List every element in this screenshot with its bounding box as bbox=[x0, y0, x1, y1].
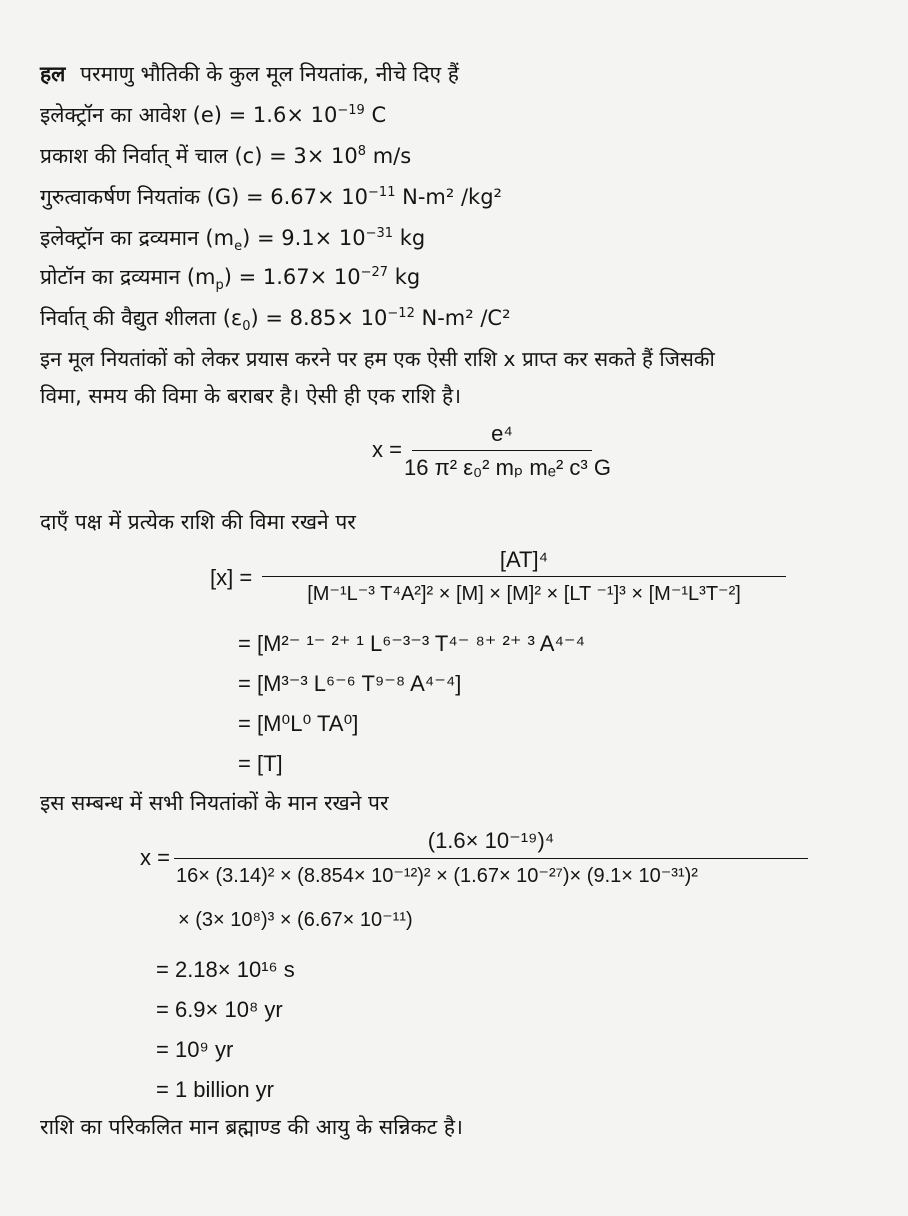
conclusion: राशि का परिकलित मान ब्रह्माण्ड की आयु के सन्निकट है। bbox=[40, 1115, 463, 1139]
eq3-fraction-bar bbox=[174, 858, 808, 859]
eq2-step-4: = [T] bbox=[238, 751, 283, 776]
eq2-lhs: [x] = bbox=[210, 565, 253, 590]
paragraph-3: इस सम्बन्ध में सभी नियतांकों के मान रखने पर bbox=[40, 791, 389, 815]
eq3-numerator: (1.6× 10⁻¹⁹)⁴ bbox=[427, 828, 555, 853]
eq2-step-3: = [M⁰L⁰ TA⁰] bbox=[238, 711, 359, 736]
paragraph-2: दाएँ पक्ष में प्रत्येक राशि की विमा रखने पर bbox=[40, 510, 356, 534]
eq2-denominator: [M⁻¹L⁻³ T⁴A²]² × [M] × [M]² × [LT ⁻¹]³ × [M⁻¹L³T⁻²] bbox=[307, 583, 741, 605]
constant-light-speed: प्रकाश की निर्वात् में चाल $(c) = 3\times 10^8$ m/s bbox=[40, 144, 412, 168]
intro-line bbox=[40, 60, 459, 88]
eq2-fraction-bar bbox=[262, 576, 786, 577]
constant-proton-mass: प्रोटॉन का द्रव्यमान $(m_p) = 1.67\times 10^{-27}$ kg bbox=[40, 265, 421, 293]
constant-electron-charge: इलेक्ट्रॉन का आवेश $(e) = 1.6\times 10^{-19}$ C bbox=[40, 103, 387, 127]
solution-heading: हल bbox=[40, 62, 66, 86]
result-billion-years: = 1 billion yr bbox=[156, 1077, 275, 1102]
constant-permittivity: निर्वात् की वैद्युत शीलता $(\varepsilon_0) = 8.85\times 10^{-12}$ N-m² /C² bbox=[40, 306, 511, 334]
eq3-denominator-line-1: 16× (3.14)² × (8.854× 10⁻¹²)² × (1.67× 10⁻²⁷)× (9.1× 10⁻³¹)² bbox=[176, 865, 698, 887]
eq3-denominator-line-2: × (3× 10⁸)³ × (6.67× 10⁻¹¹) bbox=[178, 909, 413, 931]
eq3-lhs: x = bbox=[140, 845, 170, 870]
paragraph-1-line-2: विमा, समय की विमा के बराबर है। ऐसी ही एक राशि है। bbox=[40, 384, 462, 408]
result-years-rounded: = 10⁹ yr bbox=[156, 1037, 234, 1062]
constant-electron-mass: इलेक्ट्रॉन का द्रव्यमान $(m_e) = 9.1\times 10^{-31}$ kg bbox=[40, 226, 426, 254]
eq1-numerator: e⁴ bbox=[491, 421, 513, 446]
paragraph-1-line-1: इन मूल नियतांकों को लेकर प्रयास करने पर हम एक ऐसी राशि x प्राप्त कर सकते हैं जिसकी bbox=[40, 347, 715, 371]
constant-gravitation: गुरुत्वाकर्षण नियतांक $(G) = 6.67\times 10^{-11}$ N-m² /kg² bbox=[40, 185, 502, 209]
eq2-step-2: = [M³⁻³ L⁶⁻⁶ T⁹⁻⁸ A⁴⁻⁴] bbox=[238, 671, 462, 696]
result-seconds: = 2.18× 10¹⁶ s bbox=[156, 957, 295, 982]
result-years: = 6.9× 10⁸ yr bbox=[156, 997, 283, 1022]
eq1-lhs: x = bbox=[372, 437, 402, 462]
eq1-denominator: 16 π² ε₀² mₚ mₑ² c³ G bbox=[404, 455, 611, 480]
intro-text: परमाणु भौतिकी के कुल मूल नियतांक, नीचे दिए हैं bbox=[80, 62, 459, 86]
eq2-numerator: [AT]⁴ bbox=[499, 547, 549, 572]
eq2-step-1: = [M²⁻ ¹⁻ ²⁺ ¹ L⁶⁻³⁻³ T⁴⁻ ⁸⁺ ²⁺ ³ A⁴⁻⁴ bbox=[238, 631, 585, 656]
eq1-fraction-bar bbox=[412, 450, 592, 451]
